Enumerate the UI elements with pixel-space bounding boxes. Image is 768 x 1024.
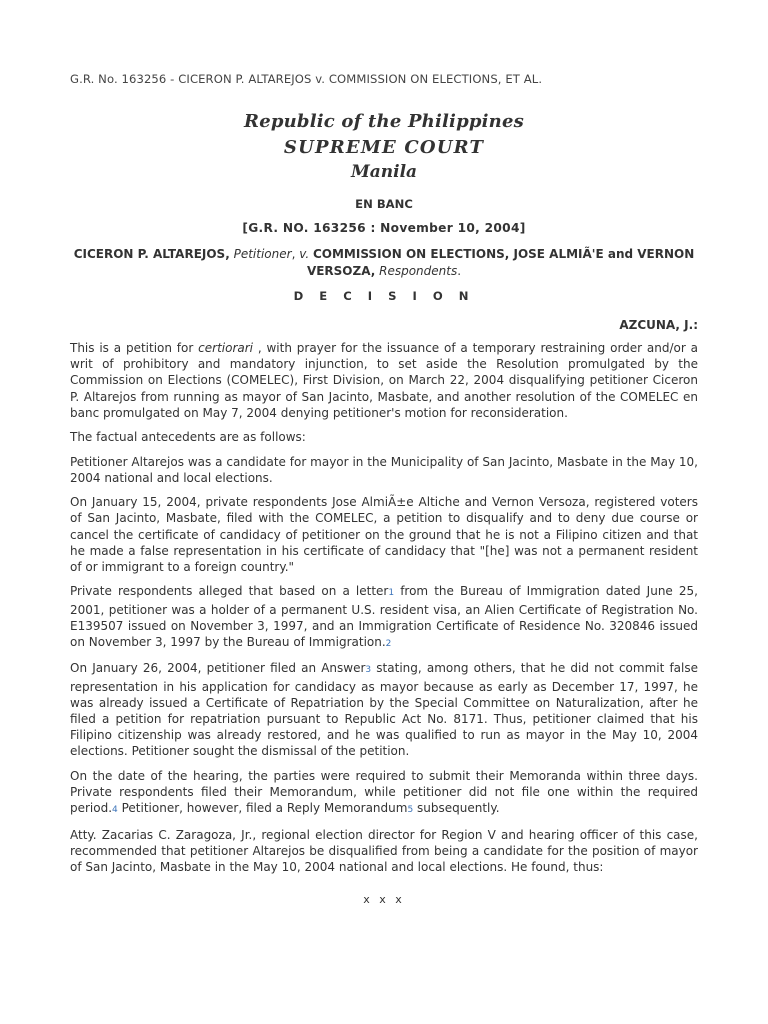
- en-banc-label: EN BANC: [355, 197, 413, 211]
- footnote-link[interactable]: 5: [407, 805, 414, 816]
- paragraph: Atty. Zacarias C. Zaragoza, Jr., regional election director for Region V and hearing officer of this case, recommended that petitioner Altarejos be disqualified from being a candidate for the position of mayor of San Jacinto, Masbate in the May 10, 2004 national and local elections. He found, thus:: [70, 827, 698, 874]
- respondents-name: COMMISSION ON ELECTIONS, JOSE ALMIÃ'E and VERNON VERSOZA,: [306, 247, 695, 278]
- paragraph: [70, 768, 698, 819]
- paragraph: [70, 340, 698, 421]
- text-run: This is a petition for: [70, 341, 199, 355]
- versus: v.: [299, 247, 310, 261]
- decision-body: [70, 340, 698, 883]
- text-run: On January 26, 2004, petitioner filed an Answer: [70, 661, 366, 676]
- paragraph: [70, 583, 698, 652]
- respondents-role: Respondents: [379, 264, 458, 278]
- masthead-republic: Republic of the Philippines: [244, 111, 524, 132]
- paragraph: The factual antecedents are as follows:: [70, 430, 306, 445]
- footnote-link[interactable]: 1: [388, 588, 395, 599]
- masthead-supreme-court: SUPREME COURT: [283, 137, 485, 158]
- text-run: Private respondents alleged that based on a letter: [70, 584, 389, 599]
- petitioner-role: Petitioner: [233, 247, 292, 261]
- paragraph: Petitioner Altarejos was a candidate for mayor in the Municipality of San Jacinto, Masbate in the May 10, 2004 national and local elections.: [70, 454, 698, 485]
- text-run: On the date of the hearing, the parties were required to submit their Memoranda within three days. Private respondents filed their Memorandum, while petitioner did not file one within the required period.: [70, 768, 698, 816]
- footnote-link[interactable]: 3: [365, 665, 372, 676]
- ellipsis-marker: x x x: [363, 893, 405, 906]
- masthead-manila: Manila: [350, 162, 418, 182]
- petitioner-name: CICERON P. ALTAREJOS,: [73, 247, 230, 261]
- text-run: stating, among others, that he did not commit false representation in his application for candidacy as mayor because as early as December 17, 1997, he was already issued a Certificate of Repatriation by the Special Committee on Naturalization, after he filed a petition for repatriation pursuant to Republic Act No. 8171. Thus, petitioner claimed that his Filipino citizenship was already restored, and he was qualified to run as mayor in the May 10, 2004 elections. Petitioner sought the dismissal of the petition.: [70, 661, 699, 759]
- paragraph: [70, 660, 698, 759]
- parties-caption: CICERON P. ALTAREJOS, Petitioner, v. COMMISSION ON ELECTIONS, JOSE ALMIÃ'E and VERNON VERSOZA, Respondents.: [73, 247, 695, 278]
- text-run: Petitioner, however, filed a Reply Memorandum: [117, 801, 408, 816]
- case-title-line: G.R. No. 163256 - CICERON P. ALTAREJOS v. COMMISSION ON ELECTIONS, ET AL.: [70, 72, 543, 86]
- text-run: , with prayer for the issuance of a temporary restraining order and/or a writ of prohibitory and mandatory injunction, to set aside the Resolution promulgated by the Commission on Elections (COMELEC), First Division, on March 22, 2004 disqualifying petitioner Ciceron P. Altarejos from running as mayor of San Jacinto, Masbate, and another resolution of the COMELEC en banc promulgated on May 7, 2004 denying petitioner's motion for reconsideration.: [70, 341, 699, 420]
- decision-heading: D E C I S I O N: [293, 289, 475, 303]
- footnote-link[interactable]: 4: [112, 805, 118, 816]
- paragraph: On January 15, 2004, private respondents Jose AlmiÃ±e Altiche and Vernon Versoza, registered voters of San Jacinto, Masbate, filed with the COMELEC, a petition to disqualify and to deny due course or cancel the certificate of candidacy of petitioner on the ground that he is not a Filipino citizen and that he made a false representation in his certificate of candidacy that "[he] was not a permanent resident of or immigrant to a foreign country.": [70, 495, 698, 574]
- text-run: subsequently.: [413, 801, 500, 816]
- ponente: AZCUNA, J.:: [619, 318, 698, 332]
- italic-term: certiorari: [198, 341, 254, 355]
- text-run: from the Bureau of Immigration dated June 25, 2001, petitioner was a holder of a permanent U.S. resident visa, an Alien Certificate of Registration No. E139507 issued on November 3, 1997, and an Immigration Certificate of Residence No. 320846 issued on November 3, 1997 by the Bureau of Immigration.: [70, 584, 698, 649]
- footnote-link[interactable]: 2: [385, 639, 392, 649]
- gr-number: [G.R. NO. 163256 : November 10, 2004]: [242, 221, 526, 235]
